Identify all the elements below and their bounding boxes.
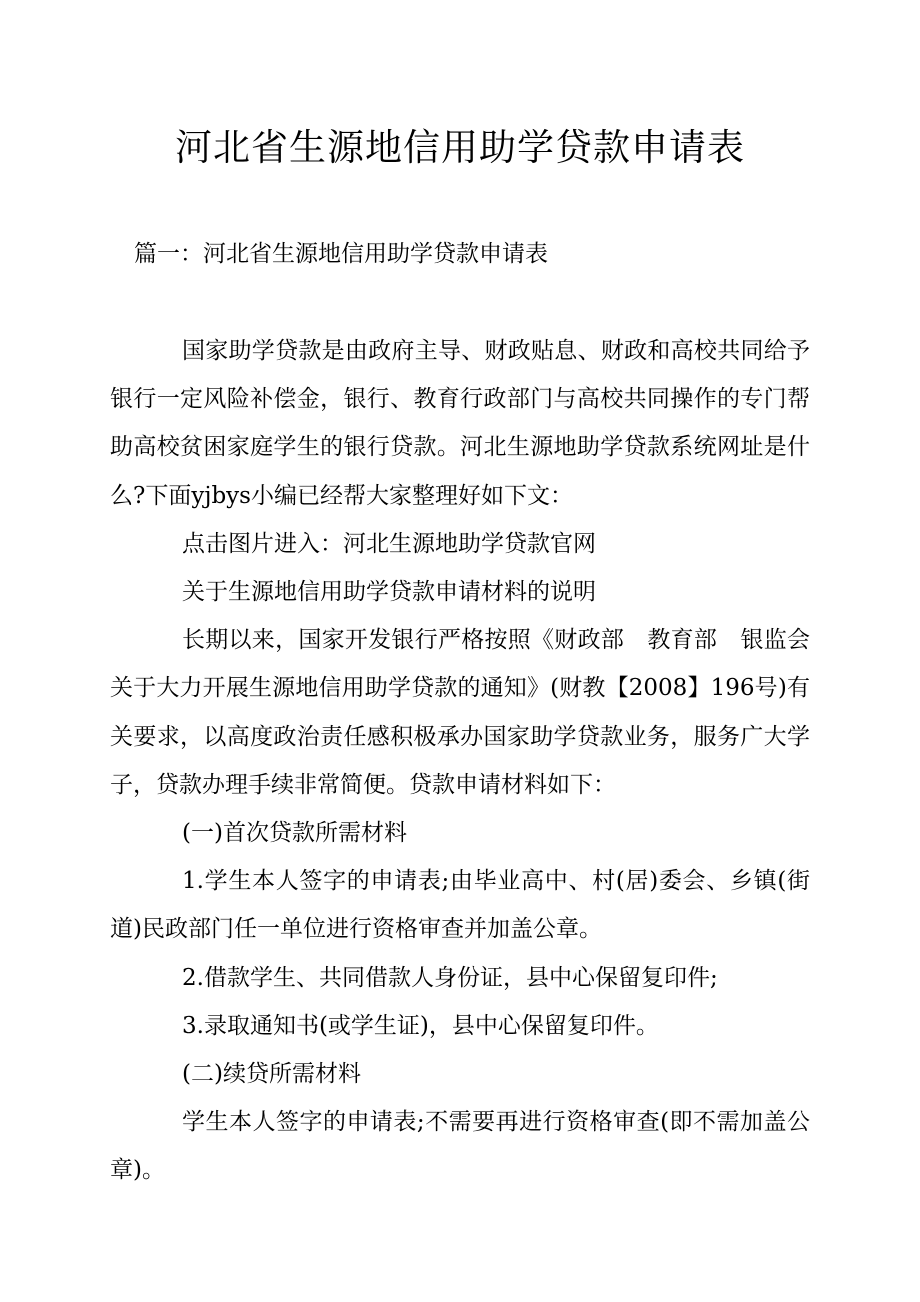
paragraph-materials-title: 关于生源地信用助学贷款申请材料的说明 [182, 579, 596, 606]
paragraph-click-image: 点击图片进入：河北生源地助学贷款官网 [182, 530, 596, 557]
paragraph-policy: 长期以来，国家开发银行严格按照《财政部 教育部 银监会关于大力开展生源地信用助学贷款的通知》(财教【2008】196号)有关要求，以高度政治责任感积极承办国家助学贷款业务，服务广大学子，贷款办理手续非常简便。贷款申请材料如下： [110, 627, 810, 798]
paragraph-renewal-text: 学生本人签字的申请表;不需要再进行资格审查(即不需加盖公章)。 [110, 1109, 810, 1184]
document-title: 河北省生源地信用助学贷款申请表 [175, 126, 745, 169]
document-body [110, 327, 810, 1195]
paragraph-renewal-heading: (二)续贷所需材料 [182, 1061, 361, 1088]
paragraph-intro: 国家助学贷款是由政府主导、财政贴息、财政和高校共同给予银行一定风险补偿金，银行、教育行政部门与高校共同操作的专门帮助高校贫困家庭学生的银行贷款。河北生源地助学贷款系统网址是什么?下面yjbys小编已经帮大家整理好如下文： [110, 338, 810, 509]
section-heading: 篇一：河北省生源地信用助学贷款申请表 [134, 241, 548, 267]
paragraph-item-2: 2.借款学生、共同借款人身份证，县中心保留复印件; [182, 964, 718, 991]
paragraph-item-3: 3.录取通知书(或学生证)，县中心保留复印件。 [182, 1012, 659, 1039]
paragraph-item-1: 1.学生本人签字的申请表;由毕业高中、村(居)委会、乡镇(街道)民政部门任一单位进行资格审查并加盖公章。 [110, 868, 810, 943]
paragraph-first-loan-heading: (一)首次贷款所需材料 [182, 820, 407, 847]
